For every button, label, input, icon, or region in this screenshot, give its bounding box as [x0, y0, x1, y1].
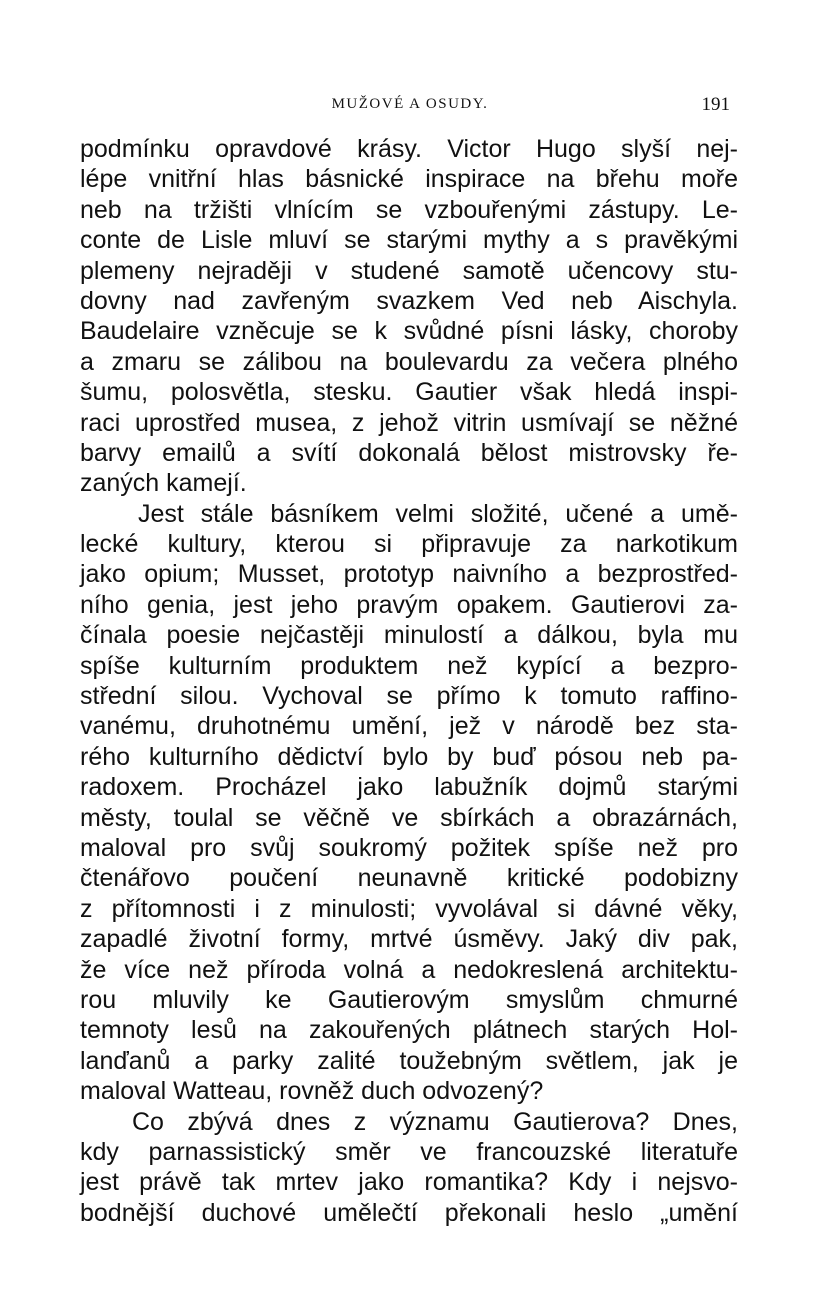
text-line: čtenářovo poučení neunavně kritické podobizny: [80, 864, 738, 893]
text-line: lanďanů a parky zalité toužebným světlem, jak je: [80, 1046, 738, 1075]
text-line: zaných kamejí.: [80, 469, 247, 498]
text-line: jest právě tak mrtev jako romantika? Kdy i nejsvo-: [80, 1168, 738, 1197]
text-line: maloval pro svůj soukromý požitek spíše než pro: [80, 833, 738, 862]
text-line: ního genia, jest jeho pravým opakem. Gautierovi za-: [80, 590, 738, 619]
text-line: radoxem. Procházel jako labužník dojmů starými: [80, 773, 738, 802]
text-line: spíše kulturním produktem než kypící a bezpro-: [80, 651, 738, 680]
text-line: raci uprostřed musea, z jehož vitrin usmívají se něžné: [80, 408, 738, 437]
page-number: 191: [701, 94, 730, 115]
text-line: kdy parnassistický směr ve francouzské literatuře: [80, 1137, 738, 1166]
text-line: conte de Lisle mluví se starými mythy a s pravěkými: [80, 226, 738, 255]
text-line: lecké kultury, kterou si připravuje za narkotikum: [80, 530, 738, 559]
text-line: a zmaru se zálibou na boulevardu za večera plného: [80, 347, 738, 376]
text-line: jako opium; Musset, prototyp naivního a bezprostřed-: [80, 560, 738, 589]
text-line: dovny nad zavřeným svazkem Ved neb Aischyla.: [80, 286, 738, 315]
text-line: Co zbývá dnes z významu Gautierova? Dnes,: [132, 1107, 738, 1136]
text-line: neb na tržišti vlnícím se vzbouřenými zástupy. Le-: [80, 195, 738, 224]
running-title: MUŽOVÉ A OSUDY.: [331, 96, 489, 112]
text-line: střední silou. Vychoval se přímo k tomuto raffino-: [80, 682, 738, 711]
text-line: lépe vnitřní hlas básnické inspirace na břehu moře: [80, 165, 738, 194]
text-line: Jest stále básníkem velmi složité, učené a umě-: [138, 499, 738, 528]
text-line: plemeny nejraději v studené samotě učencovy stu-: [80, 256, 738, 285]
text-line: rého kulturního dědictví bylo by buď pósou neb pa-: [80, 742, 738, 771]
text-line: zapadlé životní formy, mrtvé úsměvy. Jaký div pak,: [80, 925, 738, 954]
text-line: temnoty lesů na zakouřených plátnech starých Hol-: [80, 1016, 738, 1045]
text-line: barvy emailů a svítí dokonalá bělost mistrovsky ře-: [80, 438, 738, 467]
text-line: šumu, polosvětla, stesku. Gautier však hledá inspi-: [80, 378, 738, 407]
text-line: podmínku opravdové krásy. Victor Hugo slyší nej-: [80, 135, 738, 163]
text-line: čínala poesie nejčastěji minulostí a dálkou, byla mu: [80, 621, 738, 650]
text-line: Baudelaire vzněcuje se k svůdné písni lásky, choroby: [80, 317, 738, 346]
text-line: městy, toulal se věčně ve sbírkách a obrazárnách,: [80, 803, 738, 832]
text-line: maloval Watteau, rovněž duch odvozený?: [80, 1077, 544, 1106]
text-line: bodnější duchové umělečtí překonali heslo „umění: [80, 1198, 738, 1227]
text-line: že více než příroda volná a nedokreslená architektu-: [80, 955, 738, 984]
text-line: rou mluvily ke Gautierovým smyslům chmurné: [80, 985, 738, 1014]
running-head: [80, 96, 740, 120]
text-line: vanému, druhotnému umění, jež v národě bez sta-: [80, 712, 738, 741]
body-text: [80, 134, 738, 1228]
text-line: z přítomnosti i z minulosti; vyvolával si dávné věky,: [80, 894, 738, 923]
